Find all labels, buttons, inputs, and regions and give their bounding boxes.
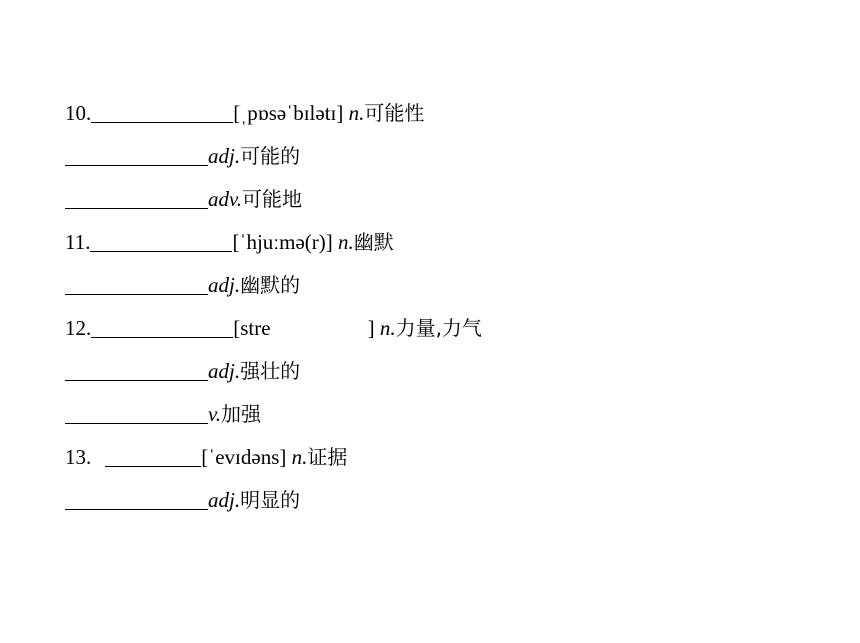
meaning: 加强 xyxy=(221,402,262,426)
answer-blank[interactable] xyxy=(65,274,208,295)
entry-11 xyxy=(65,227,394,257)
phonetic: [ˈhjuːmə(r)] xyxy=(232,230,333,254)
entry-number: 13. xyxy=(65,445,92,469)
part-of-speech: v. xyxy=(208,402,222,426)
meaning: 幽默 xyxy=(353,230,394,254)
part-of-speech: adj. xyxy=(208,488,241,512)
meaning: 幽默的 xyxy=(240,273,301,297)
entry-12-adj xyxy=(65,356,300,386)
entry-number: 12. xyxy=(65,316,92,340)
phonetic: [ˌpɒsəˈbɪlətɪ] xyxy=(233,101,344,125)
entry-13 xyxy=(65,442,347,472)
phonetic-end: ] xyxy=(367,316,375,340)
part-of-speech: n. xyxy=(338,230,354,254)
meaning: 证据 xyxy=(307,445,348,469)
entry-12-verb xyxy=(65,399,261,429)
meaning: 可能地 xyxy=(242,187,303,211)
answer-blank[interactable] xyxy=(105,446,201,467)
entry-10-adv xyxy=(65,184,302,214)
entry-10 xyxy=(65,98,424,128)
entry-number: 10. xyxy=(65,101,92,125)
part-of-speech: n. xyxy=(379,316,396,340)
answer-blank[interactable] xyxy=(90,231,232,252)
part-of-speech: n. xyxy=(291,445,308,469)
meaning: 力量,力气 xyxy=(395,316,482,340)
answer-blank[interactable] xyxy=(65,145,208,166)
answer-blank[interactable] xyxy=(65,188,208,209)
answer-blank[interactable] xyxy=(91,317,233,338)
part-of-speech: adj. xyxy=(208,359,241,383)
phonetic-start: [stre xyxy=(233,316,271,340)
meaning: 可能的 xyxy=(240,144,301,168)
answer-blank[interactable] xyxy=(91,102,233,123)
meaning: 明显的 xyxy=(240,488,301,512)
answer-blank[interactable] xyxy=(65,360,208,381)
entry-10-adj xyxy=(65,141,300,171)
answer-blank[interactable] xyxy=(65,403,208,424)
entry-13-adj xyxy=(65,485,300,515)
meaning: 强壮的 xyxy=(240,359,301,383)
phonetic: [ˈevɪdəns] xyxy=(201,445,287,469)
part-of-speech: adv. xyxy=(208,187,243,211)
meaning: 可能性 xyxy=(364,101,425,125)
part-of-speech: adj. xyxy=(208,273,241,297)
entry-12 xyxy=(65,313,482,343)
part-of-speech: n. xyxy=(348,101,365,125)
entry-number: 11. xyxy=(65,230,91,254)
entry-11-adj xyxy=(65,270,300,300)
part-of-speech: adj. xyxy=(208,144,241,168)
answer-blank[interactable] xyxy=(65,489,208,510)
